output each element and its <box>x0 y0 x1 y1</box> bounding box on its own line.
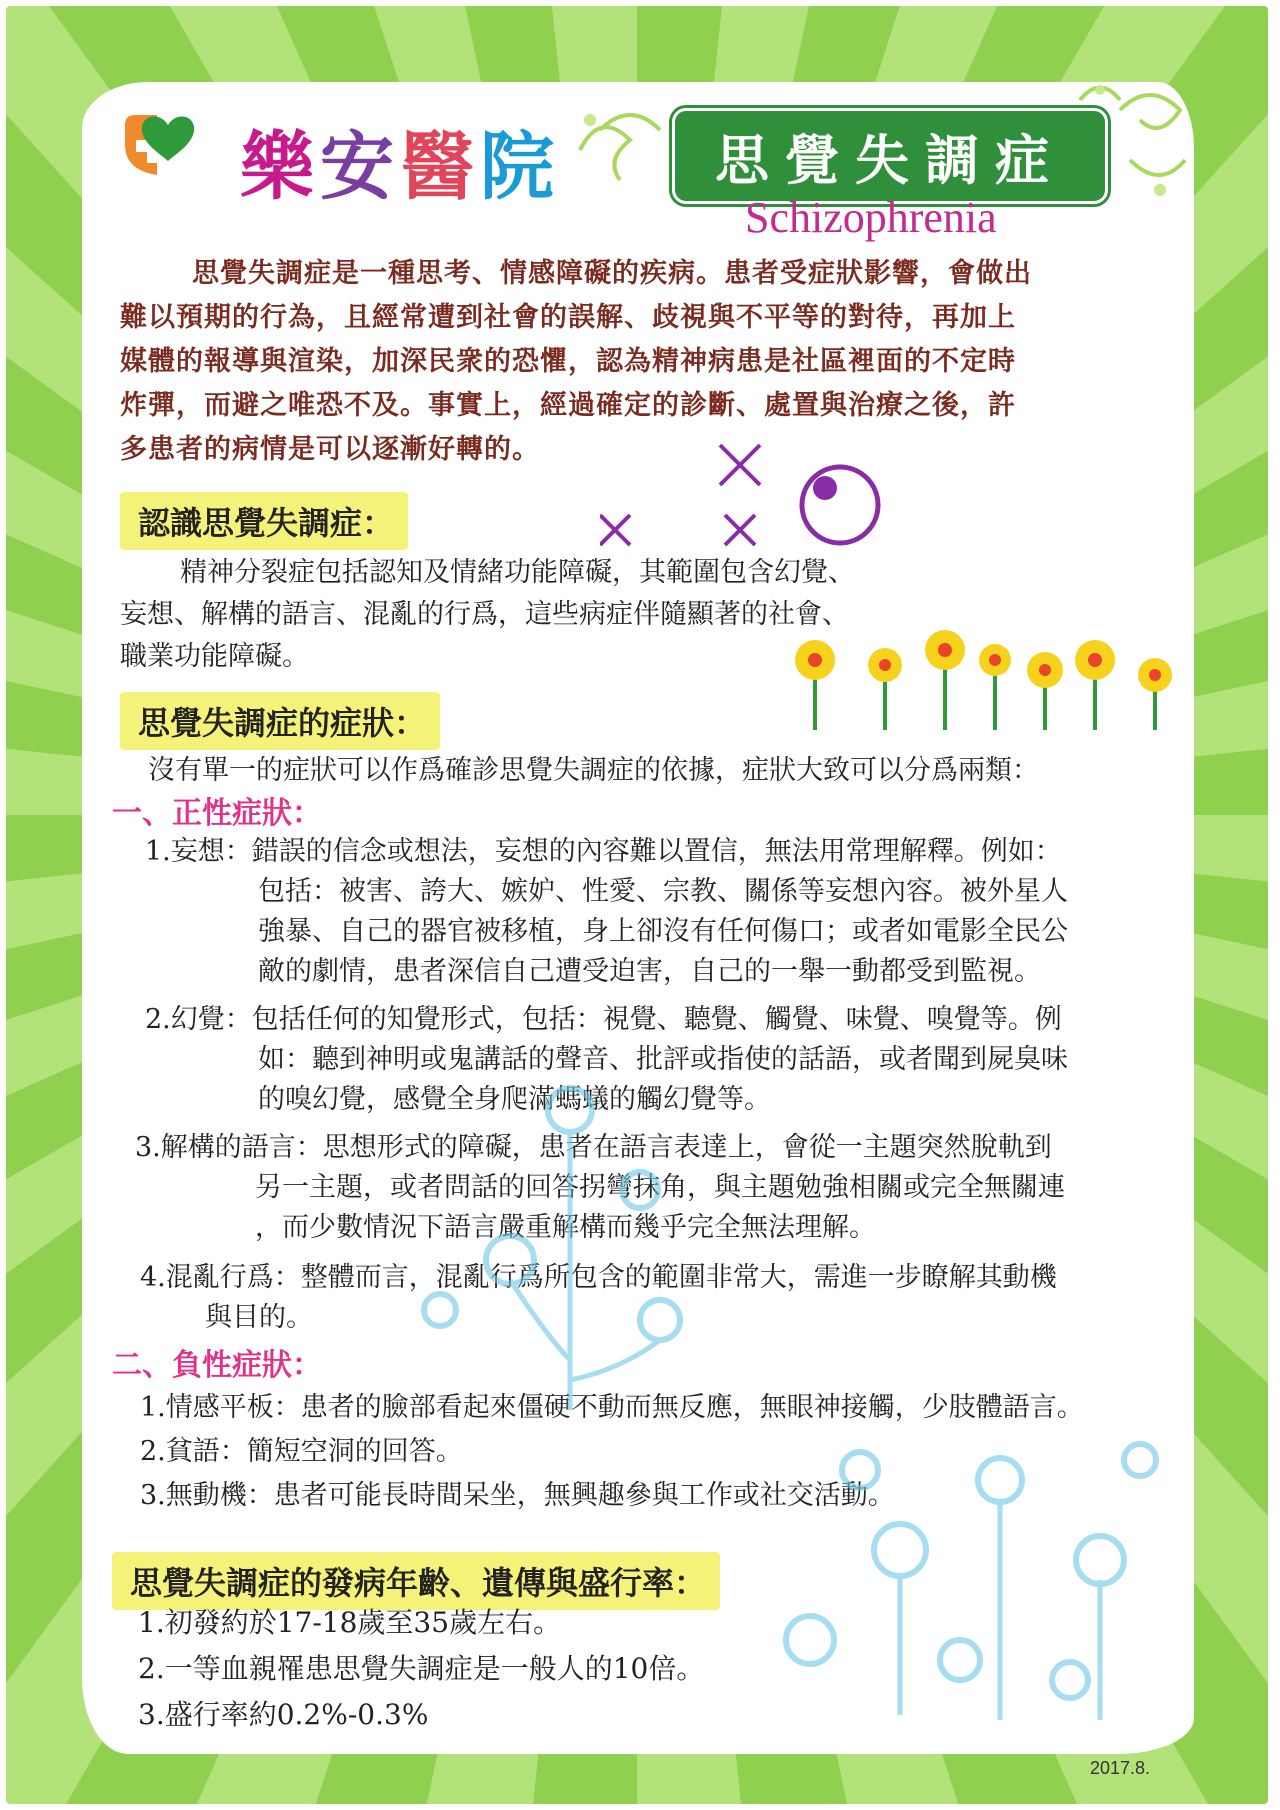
hospital-logo-icon <box>120 110 215 190</box>
intro-line: 多患者的病情是可以逐漸好轉的。 <box>120 434 540 465</box>
item-line: 另一主題，或者問話的回答拐彎抹角，與主題勉強相關或完全無關連 <box>255 1172 1065 1203</box>
list-item: 3.盛行率約0.2%-0.3% <box>138 1698 429 1731</box>
item-line: 的嗅幻覺，感覺全身爬滿螞蟻的觸幻覺等。 <box>258 1084 771 1115</box>
flowers-decoration <box>775 620 1195 740</box>
hospital-name-char: 院 <box>480 124 560 210</box>
item-line: 包括：被害、誇大、嫉妒、性愛、宗教、關係等妄想內容。被外星人 <box>258 876 1068 907</box>
item-label: 4.混亂行爲： <box>140 1262 301 1293</box>
item-line: 整體而言，混亂行爲所包含的範圍非常大，需進一步瞭解其動機 <box>300 1262 1057 1293</box>
section-heading-understanding: 認識思覺失調症： <box>120 492 408 550</box>
section-heading-onset: 思覺失調症的發病年齡、遺傳與盛行率： <box>112 1552 720 1610</box>
intro-line: 炸彈，而避之唯恐不及。事實上，經過確定的診斷、處置與治療之後，許 <box>120 390 1016 421</box>
positive-symptoms-heading: 一、正性症狀： <box>112 796 322 831</box>
list-item: 1.初發約於17-18歲至35歲左右。 <box>138 1606 562 1639</box>
item-line: 與目的。 <box>205 1302 313 1333</box>
item-line: 思想形式的障礙，患者在語言表達上，會從一主題突然脫軌到 <box>322 1132 1052 1163</box>
list-item: 2.一等血親罹患思覺失調症是一般人的10倍。 <box>138 1652 705 1685</box>
item-line: 包括任何的知覺形式，包括：視覺、聽覺、觸覺、味覺、嗅覺等。例 <box>251 1004 1062 1035</box>
hospital-name-char: 醫 <box>400 124 480 210</box>
item-line: ，而少數情況下語言嚴重解構而幾乎完全無法理解。 <box>255 1212 876 1243</box>
page-subtitle-english: Schizophrenia <box>745 193 997 242</box>
item-line: 敵的劇情，患者深信自己遭受迫害，自己的一舉一動都受到監視。 <box>258 956 1041 987</box>
section-line: 精神分裂症包括認知及情緒功能障礙，其範圍包含幻覺、 <box>180 557 855 588</box>
section-line: 職業功能障礙。 <box>120 641 309 672</box>
intro-line: 難以預期的行為，且經常遭到社會的誤解、歧視與不平等的對待，再加上 <box>120 302 1016 333</box>
item-label: 3.解構的語言： <box>135 1132 323 1163</box>
date-stamp: 2017.8. <box>1090 1758 1151 1778</box>
list-item: 2.貧語：簡短空洞的回答。 <box>140 1436 463 1467</box>
item-label: 1.妄想： <box>145 836 252 867</box>
onset-list <box>138 1600 704 1738</box>
positive-symptom-item <box>145 832 1165 992</box>
page-title: 思覺失調症 <box>672 108 1108 204</box>
intro-line: 媒體的報導與渲染，加深民衆的恐懼，認為精神病患是社區裡面的不定時 <box>120 346 1016 377</box>
section-heading-symptoms: 思覺失調症的症狀： <box>120 692 440 750</box>
item-label: 2.幻覺： <box>145 1004 252 1035</box>
list-item: 3.無動機：患者可能長時間呆坐，無興趣參與工作或社交活動。 <box>140 1480 895 1511</box>
item-line: 如：聽到神明或鬼講話的聲音、批評或指使的話語，或者聞到屍臭味 <box>258 1044 1068 1075</box>
symptoms-intro: 沒有單一的症狀可以作爲確診思覺失調症的依據，症狀大致可以分爲兩類： <box>148 755 1039 786</box>
intro-line: 思覺失調症是一種思考、情感障礙的疾病。患者受症狀影響，會做出 <box>192 258 1032 289</box>
item-line: 錯誤的信念或想法，妄想的內容難以置信，無法用常理解釋。例如： <box>251 836 1062 867</box>
hospital-name-char: 安 <box>320 124 400 210</box>
sparkle-decoration <box>600 440 890 560</box>
list-item: 1.情感平板：患者的臉部看起來僵硬不動而無反應，無眼神接觸，少肢體語言。 <box>140 1392 1084 1423</box>
negative-symptoms-heading: 二、負性症狀： <box>112 1348 322 1383</box>
intro-paragraph <box>120 252 1180 472</box>
item-line: 強暴、自己的器官被移植，身上卻沒有任何傷口；或者如電影全民公 <box>258 916 1068 947</box>
section-line: 妄想、解構的語言、混亂的行爲，這些病症伴隨顯著的社會、 <box>120 599 849 630</box>
hospital-name-char: 樂 <box>240 124 320 210</box>
hospital-name <box>240 108 560 214</box>
